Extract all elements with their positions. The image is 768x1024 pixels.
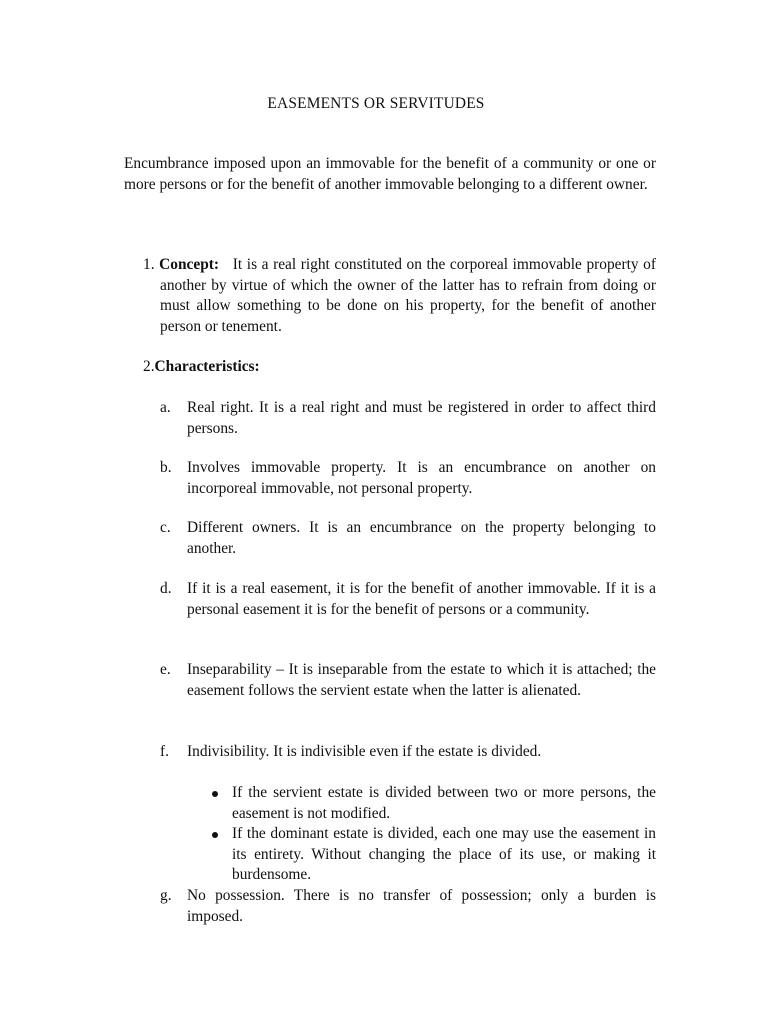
item-letter: g. [160,887,172,904]
bullet-text: If the dominant estate is divided, each one may use the easement in its entirety. Without changing the place of its use, or making it burdensome. [232,825,656,884]
bullet-dot-icon [212,832,218,838]
bullet-item [212,783,656,824]
characteristics-number: 2. [143,358,155,375]
concept-text: It is a real right constituted on the corporeal immovable property of another by virtue of which the owner of the latter has to refrain from doing or must allow something to be done on his property, for the benefit of another person or tenement. [160,256,657,335]
concept-item [143,255,656,337]
characteristic-item [160,579,656,620]
concept-label: Concept: [159,256,219,273]
item-letter: d. [160,580,172,597]
bullet-text: If the servient estate is divided between two or more persons, the easement is not modified. [232,784,656,822]
characteristic-item [160,458,656,499]
item-letter: c. [160,519,171,536]
characteristic-item [160,660,656,701]
characteristic-item [160,398,656,439]
item-letter: e. [160,661,171,678]
item-text: Real right. It is a real right and must be registered in order to affect third persons. [187,399,656,437]
intro-paragraph: Encumbrance imposed upon an immovable for the benefit of a community or one or more persons or for the benefit of another immovable belonging to a different owner. [124,155,656,193]
document-title: EASEMENTS OR SERVITUDES [267,95,485,112]
item-letter: f. [160,743,169,760]
item-text: Indivisibility. It is indivisible even if the estate is divided. [187,743,542,760]
characteristic-item [160,518,656,559]
concept-number: 1. [143,256,155,273]
bullet-list [212,783,656,886]
bullet-item [212,824,656,886]
characteristics-heading [143,357,656,378]
characteristic-item [160,742,656,763]
item-text: Involves immovable property. It is an encumbrance on another on incorporeal immovable, not personal property. [187,459,656,497]
item-text: If it is a real easement, it is for the benefit of another immovable. If it is a personal easement it is for the benefit of persons or a community. [187,580,656,618]
bullet-dot-icon [212,791,218,797]
item-text: Inseparability – It is inseparable from the estate to which it is attached; the easement follows the servient estate when the latter is alienated. [187,661,656,699]
characteristic-item [160,886,656,927]
characteristics-label: Characteristics: [154,358,260,375]
item-text: No possession. There is no transfer of possession; only a burden is imposed. [187,887,656,925]
item-letter: a. [160,399,171,416]
item-letter: b. [160,459,172,476]
item-text: Different owners. It is an encumbrance on the property belonging to another. [187,519,656,557]
